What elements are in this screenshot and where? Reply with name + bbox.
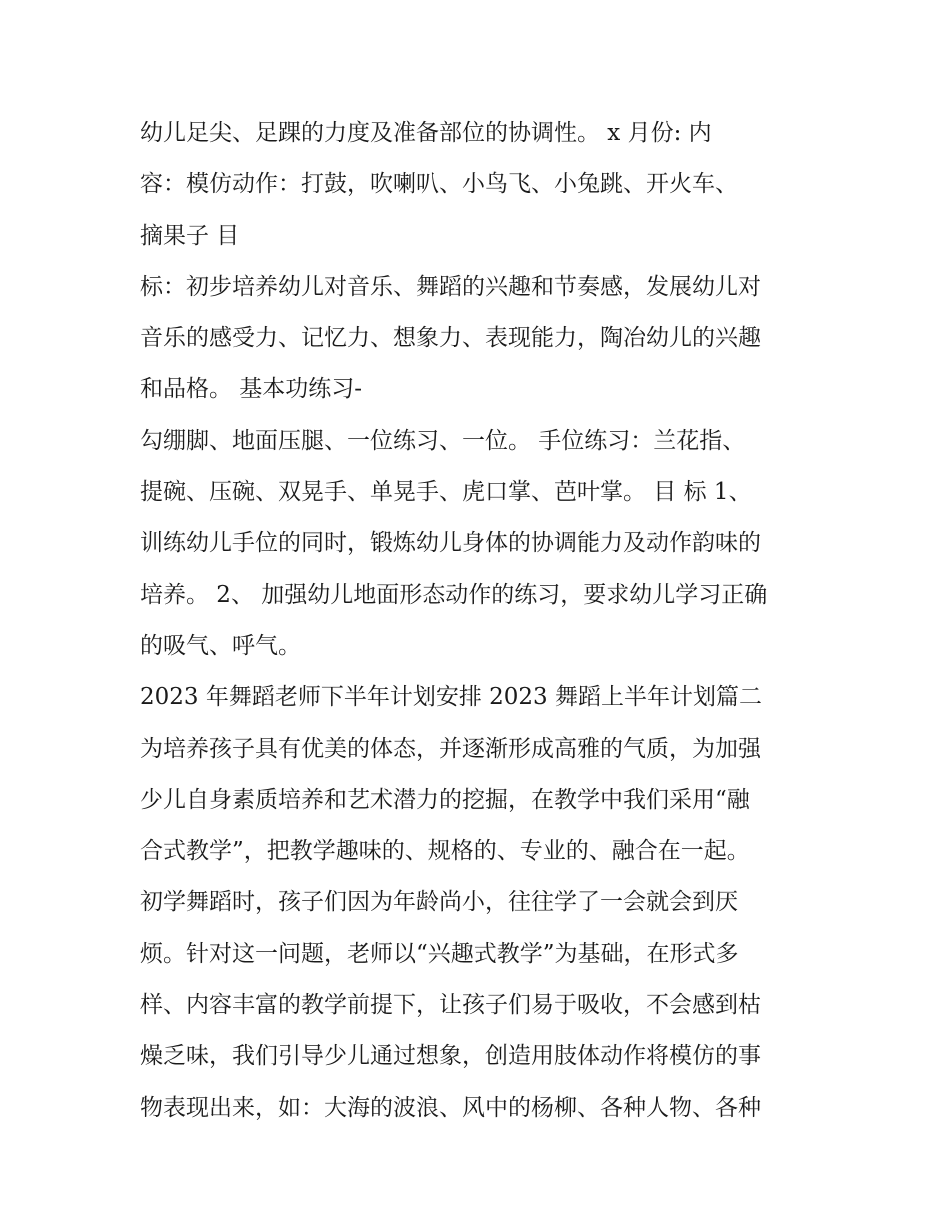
text-line: 和品格。 基本功练习- — [140, 376, 363, 403]
text-line: 物表现出来，如：大海的波浪、风中的杨柳、各种人物、各种 — [140, 1094, 761, 1121]
text-line: 少儿自身素质培养和艺术潜力的挖掘，在教学中我们采用“融 — [140, 786, 750, 813]
text-line: 的吸气、呼气。 — [140, 632, 301, 659]
text-line: 幼儿足尖、足踝的力度及准备部位的协调性。 x 月份: 内 — [140, 120, 712, 146]
document-body — [140, 108, 830, 1134]
text-line: 标：初步培养幼儿对音乐、舞蹈的兴趣和节奏感，发展幼儿对 — [140, 273, 761, 300]
text-line: 训练幼儿手位的同时，锻炼幼儿身体的协调能力及动作韵味的 — [140, 530, 761, 557]
text-line: 初学舞蹈时，孩子们因为年龄尚小，往往学了一会就会到厌 — [140, 889, 738, 916]
text-line: 合式教学”，把教学趣味的、规格的、专业的、融合在一起。 — [140, 838, 750, 865]
text-line: 勾绷脚、地面压腿、一位练习、一位。 手位练习：兰花指、 — [140, 427, 746, 454]
text-line: 烦。针对这一问题，老师以“兴趣式教学”为基础，在形式多 — [140, 940, 739, 967]
section-heading: 2023 年舞蹈老师下半年计划安排 2023 舞蹈上半年计划篇二 — [140, 684, 762, 711]
text-line: 样、内容丰富的教学前提下，让孩子们易于吸收，不会感到枯 — [140, 992, 761, 1019]
text-line: 音乐的感受力、记忆力、想象力、表现能力，陶冶幼儿的兴趣 — [140, 325, 761, 352]
text-line: 提碗、压碗、双晃手、单晃手、虎口掌、芭叶掌。 目 标 1、 — [140, 479, 752, 506]
text-line: 培养。 2、 加强幼儿地面形态动作的练习，要求幼儿学习正确 — [140, 581, 768, 608]
text-line: 燥乏味，我们引导少儿通过想象，创造用肢体动作将模仿的事 — [140, 1043, 761, 1070]
text-line: 容：模仿动作：打鼓，吹喇叭、小鸟飞、小兔跳、开火车、 — [140, 171, 738, 198]
text-line: 摘果子 目 — [140, 222, 240, 249]
text-line: 为培养孩子具有优美的体态，并逐渐形成高雅的气质，为加强 — [140, 735, 761, 762]
